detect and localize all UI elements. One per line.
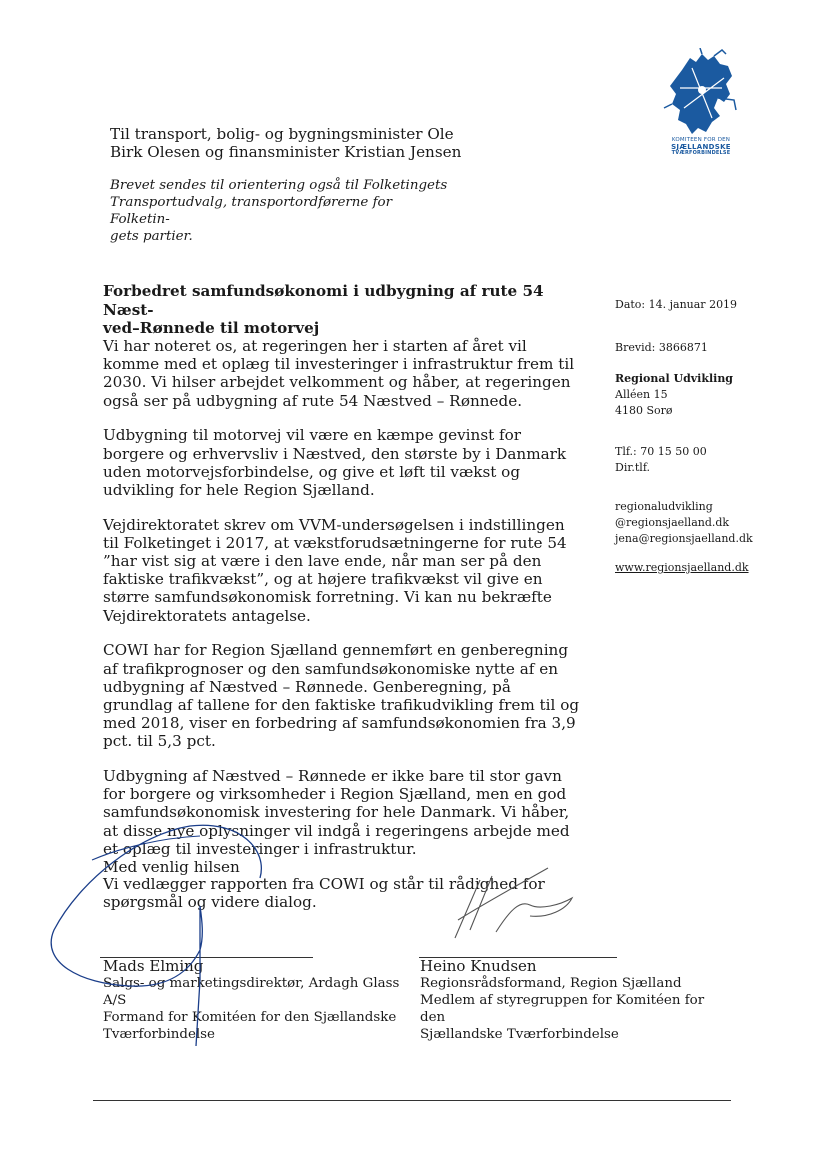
letter-date: Dato: 14. januar 2019 xyxy=(615,298,738,311)
signer-name: Mads Elming xyxy=(103,957,204,975)
body-paragraph-5: Udbygning af Næstved – Rønnede er ikke bare til stor gavn for borgere og virksomheder i Region Sjælland, men en god samfundsøkonomisk investering for hele Danmark. Vi håber, at disse nye oplysninger vil indgå i regeringens arbejde med et oplæg til investeringer i infrastruktur. xyxy=(103,767,570,858)
logo-text-line1: KOMITEEN FOR DEN xyxy=(671,137,731,143)
recipient-line: Til transport, bolig- og bygningsminister Ole xyxy=(110,125,454,143)
body-paragraph-2: Udbygning til motorvej vil være en kæmpe gevinst for borgere og erhvervsliv i Næstved, den største by i Danmark uden motorvejsforbindelse, og give et løft til vækst og udvikling for hele Region Sjælland. xyxy=(103,426,567,499)
signer-name: Heino Knudsen xyxy=(420,957,537,975)
website-link[interactable]: www.regionsjaelland.dk xyxy=(615,561,749,574)
signature-block-left xyxy=(103,958,403,1043)
signer-title: Sjællandske Tværforbindelse xyxy=(420,1027,619,1042)
body-paragraph-6: Vi vedlægger rapporten fra COWI og står til rådighed for spørgsmål og videre dialog. xyxy=(103,874,545,911)
cc-line: Transportudvalg, transportordførerne for Folketin- xyxy=(110,195,393,227)
signature-block-right xyxy=(420,958,720,1043)
sjaelland-map-icon xyxy=(662,48,740,136)
email-info xyxy=(615,499,775,547)
footer-rule xyxy=(93,1100,731,1101)
phone-info xyxy=(615,444,775,476)
signer-title: Formand for Komitéen for den Sjællandske xyxy=(103,1010,397,1025)
cc-line: gets partier. xyxy=(110,229,193,244)
signer-title: Salgs- og marketingsdirektør, Ardagh Glass A/S xyxy=(103,976,400,1008)
logo-text-line3: TVÆRFORBINDELSE xyxy=(671,150,731,157)
city-address: 4180 Sorø xyxy=(615,404,673,417)
email-contact: jena@regionsjaelland.dk xyxy=(615,532,753,545)
direct-phone: Dir.tlf. xyxy=(615,461,650,474)
recipient-line: Birk Olesen og finansminister Kristian Jensen xyxy=(110,143,462,161)
logo-text-line2: SJÆLLANDSKE xyxy=(671,142,731,151)
cc-note xyxy=(110,177,450,245)
signer-title: Tværforbindelse xyxy=(103,1027,215,1042)
body-paragraph-4: COWI har for Region Sjælland gennemført en genberegning af trafikprognoser og den samfundsøkonomiske nytte af en udbygning af Næstved – Rønnede. Genberegning, på grundlag af tallene for den faktiske trafikudvikling frem til og med 2018, viser en forbedring af samfundsøkonomien fra 3,9 pct. til 5,3 pct. xyxy=(103,641,580,751)
closing-greeting: Med venlig hilsen xyxy=(103,858,240,876)
subject-line: ved–Rønnede til motorvej xyxy=(103,319,320,337)
committee-logo xyxy=(662,48,740,166)
cc-line: Brevet sendes til orientering også til Folketingets xyxy=(110,178,448,193)
email-line: regionaludvikling xyxy=(615,500,713,513)
letter-body xyxy=(103,337,581,927)
body-paragraph-3: Vejdirektoratet skrev om VVM-undersøgelsen i indstillingen til Folketinget i 2017, at vækstforudsætningerne for rute 54 ”har vist sig at være i den lave ende, når man ser på den faktiske trafikvækst”, og at højere trafikvækst vil give en større samfundsøkonomisk forretning. Vi kan nu bekræfte Vejdirektoratets antagelse. xyxy=(103,515,567,625)
sender-address xyxy=(615,371,775,419)
letter-reference: Brevid: 3866871 xyxy=(615,341,708,354)
body-paragraph-1: Vi har noteret os, at regeringen her i starten af året vil komme med et oplæg til investeringer i infrastruktur frem til 2030. Vi hilser arbejdet velkomment og håber, at regeringen også ser på udbygning af rute 54 Næstved – Rønnede. xyxy=(103,337,575,410)
department-name: Regional Udvikling xyxy=(615,372,734,385)
email-line: @regionsjaelland.dk xyxy=(615,516,730,529)
phone-number: Tlf.: 70 15 50 00 xyxy=(615,445,707,458)
subject-line: Forbedret samfundsøkonomi i udbygning af rute 54 Næst- xyxy=(103,282,544,319)
signer-title: Medlem af styregruppen for Komitéen for den xyxy=(420,993,705,1025)
recipient-address xyxy=(110,125,470,161)
letter-subject xyxy=(103,282,573,338)
signer-title: Regionsrådsformand, Region Sjælland xyxy=(420,976,682,991)
street-address: Alléen 15 xyxy=(615,388,668,401)
